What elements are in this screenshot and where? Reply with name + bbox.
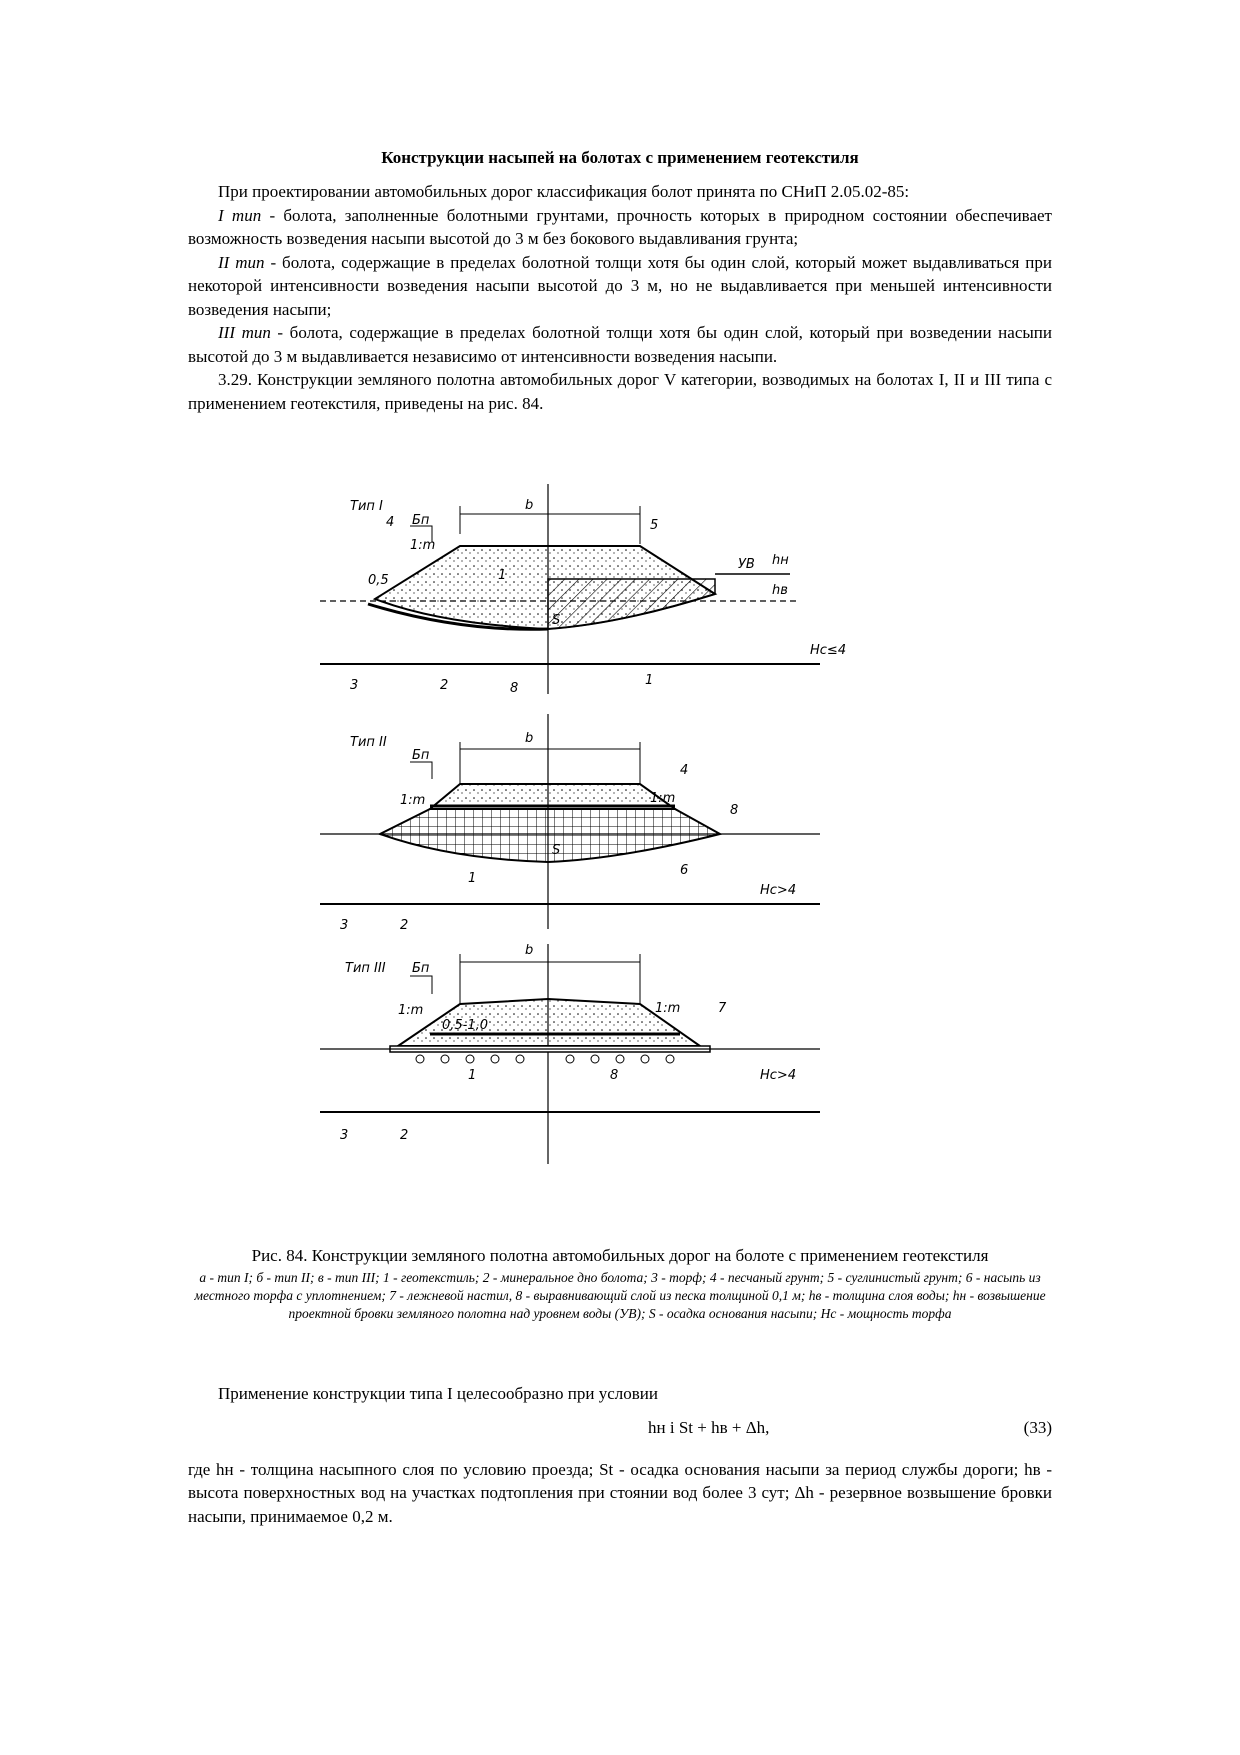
where-block	[188, 1458, 1052, 1529]
panel-1-uv: УВ	[738, 557, 755, 572]
panel-2-n1: 1	[468, 871, 477, 886]
type-3-paragraph	[188, 321, 1052, 368]
panel-3-dim-b: b	[525, 943, 534, 958]
paragraph-3-29: 3.29. Конструкции земляного полотна автомобильных дорог V категории, возводимых на болотах I, II и III типа с применением геотекстиля, приведены на рис. 84.	[188, 370, 1052, 413]
panel-2-n2: 2	[400, 918, 409, 933]
panel-1-n8: 8	[510, 681, 519, 696]
panel-3-log-deck	[416, 1055, 674, 1063]
panel-3-n7: 7	[718, 1001, 727, 1016]
figure-caption	[188, 1245, 1052, 1323]
type-1-text: - болота, заполненные болотными грунтами, прочность которых в природном состоянии обеспечивает возможность возведения насыпи высотой до 3 м без бокового выдавливания грунта;	[188, 205, 1052, 248]
panel-1-n1b: 1	[645, 673, 654, 688]
panel-type-2	[320, 714, 820, 933]
figure-84-drawing	[320, 484, 920, 1219]
panel-3-n1: 1	[468, 1068, 477, 1083]
panel-1-slope: 1:m	[410, 538, 436, 553]
formula-number: (33)	[1023, 1417, 1052, 1437]
panel-3-title: Тип III	[345, 961, 386, 976]
panel-1-hn: hн	[772, 553, 789, 568]
panel-3-slope-r: 1:m	[655, 1001, 681, 1016]
panel-3-dim-bn: Бп	[412, 961, 430, 976]
page-title: Конструкции насыпей на болотах с применением геотекстиля	[381, 148, 859, 167]
panel-1-loam-core	[548, 579, 715, 629]
apply-paragraph: Применение конструкции типа I целесообразно при условии	[218, 1384, 658, 1403]
type-3-label: III тип	[218, 323, 271, 342]
type-1-label: I тип	[218, 205, 262, 225]
panel-1-dim-bn: Бп	[412, 513, 430, 528]
panel-2-title: Тип II	[350, 735, 387, 750]
panel-2-hc: Hс>4	[760, 883, 797, 898]
panel-2-n6: 6	[680, 863, 689, 878]
panel-1-hv: hв	[772, 583, 788, 598]
panel-1-n5: 5	[650, 518, 659, 533]
type-1-paragraph	[188, 204, 1052, 251]
panel-2-n3: 3	[340, 918, 349, 933]
panel-1-n3: 3	[350, 678, 359, 693]
panel-2-s: S	[552, 843, 561, 858]
formula-text: hн і St + hв + Δh,	[648, 1417, 770, 1437]
panel-2-peat-fill	[380, 809, 720, 862]
where-paragraph: где hн - толщина насыпного слоя по условию проезда; St - осадка основания насыпи за период службы дороги; hв - высота поверхностных вод на участках подтопления при стоянии вод более 3 сут; Δh - резервное возвышение бровки насыпи, принимаемое 0,2 м.	[188, 1459, 1052, 1526]
caption-main: Рис. 84. Конструкции земляного полотна автомобильных дорог на болоте с применением геотекстиля	[251, 1246, 989, 1265]
panel-3-slope-l: 1:m	[398, 1003, 424, 1018]
panel-2-n8: 8	[730, 803, 739, 818]
panel-2-dim-bn: Бп	[412, 748, 430, 763]
panel-2-n4: 4	[680, 763, 689, 778]
panel-1-n2: 2	[440, 678, 449, 693]
panel-2-dim-b: b	[525, 731, 534, 746]
type-2-text: - болота, содержащие в пределах болотной толщи хотя бы один слой, который может выдавливаться при некоторой интенсивности возведения насыпи высотой до 3 м, но не выдавливается при меньшей интенсивности возведения насыпи;	[188, 252, 1052, 319]
panel-3-n8: 8	[610, 1068, 619, 1083]
panel-1-hc: Hс≤4	[810, 643, 847, 658]
panel-1-w05: 0,5	[368, 573, 389, 588]
type-3-text: - болота, содержащие в пределах болотной толщи хотя бы один слой, который при возведении насыпи высотой до 3 м выдавливается независимо от интенсивности возведения насыпи.	[188, 323, 1052, 366]
type-2-label: II тип	[218, 252, 265, 272]
panel-1-title: Тип I	[350, 499, 383, 514]
formula-33	[188, 1418, 1052, 1444]
panel-3-h: 0,5-1,0	[442, 1018, 489, 1033]
after-figure-text	[188, 1382, 1052, 1528]
panel-3-hc: Hс>4	[760, 1068, 797, 1083]
panel-type-3	[320, 943, 820, 1164]
panel-1-dim-b: b	[525, 498, 534, 513]
document-body	[188, 148, 1052, 415]
panel-1-n4: 4	[386, 515, 395, 530]
panel-2-slope-l: 1:m	[400, 793, 426, 808]
panel-1-n1: 1	[498, 568, 507, 583]
panel-1-s: S	[552, 613, 561, 628]
caption-legend: а - тип I; б - тип II; в - тип III; 1 - геотекстиль; 2 - минеральное дно болота; 3 - торф; 4 - песчаный грунт; 5 - суглинистый грунт; 6 - насыпь из местного торфа с уплотнением; 7 - лежневой настил, 8 - выравнивающий слой из песка толщиной 0,1 м; hв - толщина слоя воды; hн - возвышение проектной бровки земляного полотна над уровнем воды (УВ); S - осадка основания насыпи; Hс - мощность торфа	[194, 1270, 1046, 1321]
type-2-paragraph	[188, 251, 1052, 322]
panel-type-1	[320, 484, 846, 696]
intro-paragraph: При проектировании автомобильных дорог классификация болот принята по СНиП 2.05.02-85:	[218, 182, 910, 201]
panel-3-n2: 2	[400, 1128, 409, 1143]
panel-3-n3: 3	[340, 1128, 349, 1143]
panel-2-slope-r: 1:m	[650, 791, 676, 806]
